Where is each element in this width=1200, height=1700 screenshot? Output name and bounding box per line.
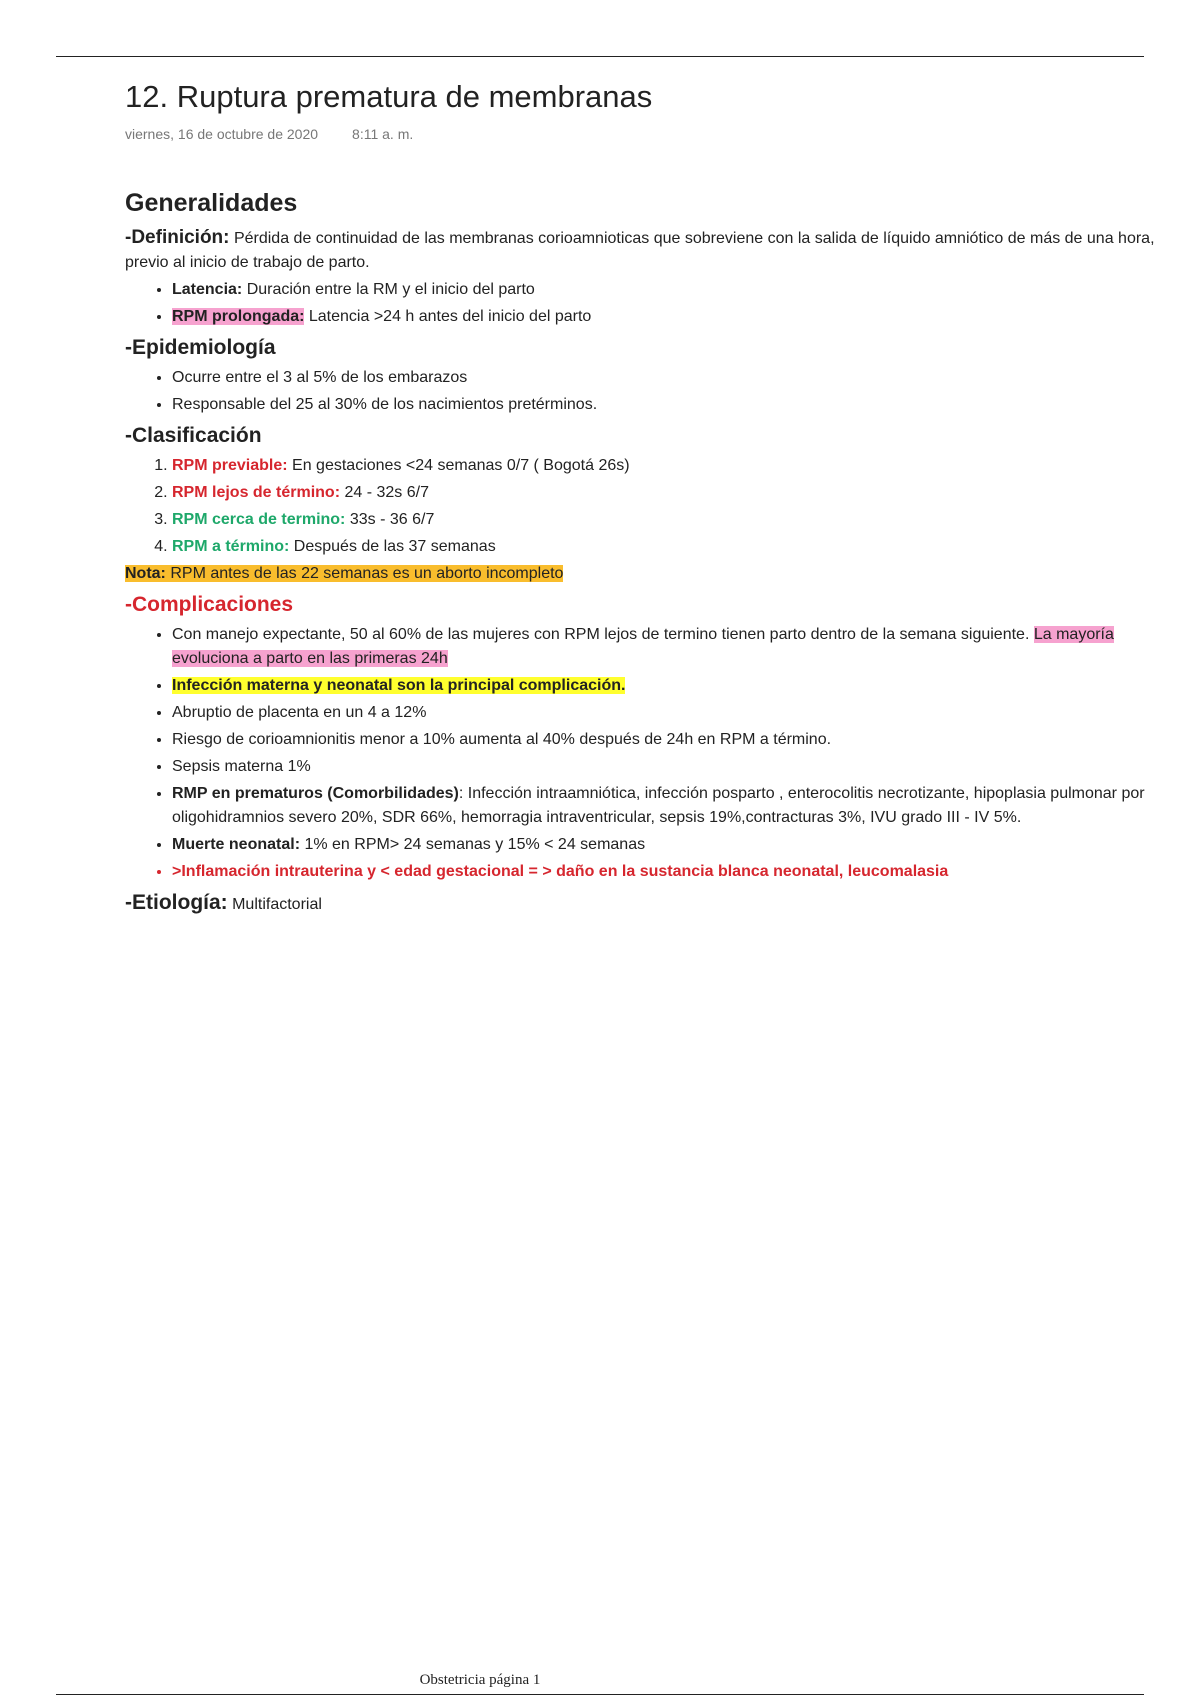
classification-text: En gestaciones <24 semanas 0/7 ( Bogotá 26s): [287, 457, 630, 474]
rpm-prolongada-label: RPM prolongada:: [172, 308, 305, 325]
latencia-label: Latencia:: [172, 281, 243, 298]
complication-text: Con manejo expectante, 50 al 60% de las mujeres con RPM lejos de termino tienen parto dentro de la semana siguiente.: [172, 626, 1034, 643]
etiologia-line: [125, 888, 1155, 920]
etiologia-text: Multifactorial: [227, 896, 322, 913]
heading-epidemiologia: -Epidemiología: [125, 336, 276, 359]
note-text: RPM antes de las 22 semanas es un aborto incompleto: [165, 565, 564, 582]
classification-text: 24 - 32s 6/7: [340, 484, 429, 501]
heading-clasificacion: -Clasificación: [125, 424, 262, 447]
note-line: [125, 562, 1155, 586]
definicion-label: -Definición:: [125, 227, 230, 248]
complication-highlight: Infección materna y neonatal son la principal complicación.: [172, 677, 626, 694]
list-item: • Responsable del 25 al 30% de los nacimientos pretérminos.: [172, 393, 1155, 417]
rpm-prolongada-text: Latencia >24 h antes del inicio del parto: [304, 308, 592, 325]
list-item-rpm-cerca: [172, 508, 1155, 532]
note-highlight: [125, 565, 563, 582]
heading-complicaciones: -Complicaciones: [125, 593, 294, 616]
list-item: • Abruptio de placenta en un 4 a 12%: [172, 701, 1155, 725]
comorbilidades-label: RMP en prematuros (Comorbilidades): [172, 785, 459, 802]
page-title: 12. Ruptura prematura de membranas: [125, 79, 653, 114]
etiologia-label: -Etiología:: [125, 891, 228, 914]
note-label: Nota:: [125, 565, 166, 582]
muerte-neonatal-text: 1% en RPM> 24 semanas y 15% < 24 semanas: [300, 836, 646, 853]
list-item: • >Inflamación intrauterina y < edad gestacional = > daño en la sustancia blanca neonatal, leucomalasia: [172, 860, 1155, 884]
list-item-rpm-termino: [172, 535, 1155, 559]
list-item: • Sepsis materna 1%: [172, 755, 1155, 779]
list-item: [172, 674, 1155, 698]
complicaciones-list: [125, 623, 1155, 884]
note-content: [125, 72, 1155, 920]
classification-text: Después de las 37 semanas: [289, 538, 496, 555]
list-item: [172, 623, 1155, 671]
bottom-rule: [56, 1694, 1144, 1695]
latencia-text: Duración entre la RM y el inicio del parto: [242, 281, 535, 298]
complication-highlight: La mayoría evoluciona a parto en las primeras 24h: [172, 626, 1114, 667]
classification-label: RPM previable:: [172, 457, 288, 474]
classification-label: RPM a término:: [172, 538, 290, 555]
list-item-latencia: [172, 278, 1155, 302]
epidemiologia-list: [125, 366, 1155, 417]
list-item-rpm-previable: [172, 454, 1155, 478]
classification-label: RPM lejos de término:: [172, 484, 341, 501]
heading-generalidades: Generalidades: [125, 189, 298, 217]
top-rule: [56, 56, 1144, 57]
list-item: • Ocurre entre el 3 al 5% de los embarazos: [172, 366, 1155, 390]
list-item: [172, 833, 1155, 857]
list-item: • Riesgo de corioamnionitis menor a 10% aumenta al 40% después de 24h en RPM a término.: [172, 728, 1155, 752]
list-item: [172, 782, 1155, 830]
clasificacion-list: [125, 454, 1155, 559]
page-footer: Obstetricia página 1: [419, 1672, 541, 1688]
note-meta: [125, 126, 1155, 146]
note-time: 8:11 a. m.: [352, 126, 414, 142]
classification-label: RPM cerca de termino:: [172, 511, 346, 528]
list-item-rpm-lejos: [172, 481, 1155, 505]
definicion-text: Pérdida de continuidad de las membranas corioamnioticas que sobreviene con la salida de líquido amniótico de más de una hora, previo al inicio de trabajo de parto.: [125, 230, 1155, 271]
note-date: viernes, 16 de octubre de 2020: [125, 126, 319, 142]
muerte-neonatal-label: Muerte neonatal:: [172, 836, 301, 853]
list-item-rpm-prolongada: [172, 305, 1155, 329]
classification-text: 33s - 36 6/7: [345, 511, 435, 528]
definicion-paragraph: [125, 226, 1155, 275]
comorbilidades-text: : Infección intraamniótica, infección posparto , enterocolitis necrotizante, hipoplasia pulmonar por oligohidramnios severo 20%, SDR 66%, hemorragia intraventricular, sepsis 19%,contracturas 3%, IVU grado III - IV 5%.: [172, 785, 1145, 826]
generalidades-list: [125, 278, 1155, 329]
